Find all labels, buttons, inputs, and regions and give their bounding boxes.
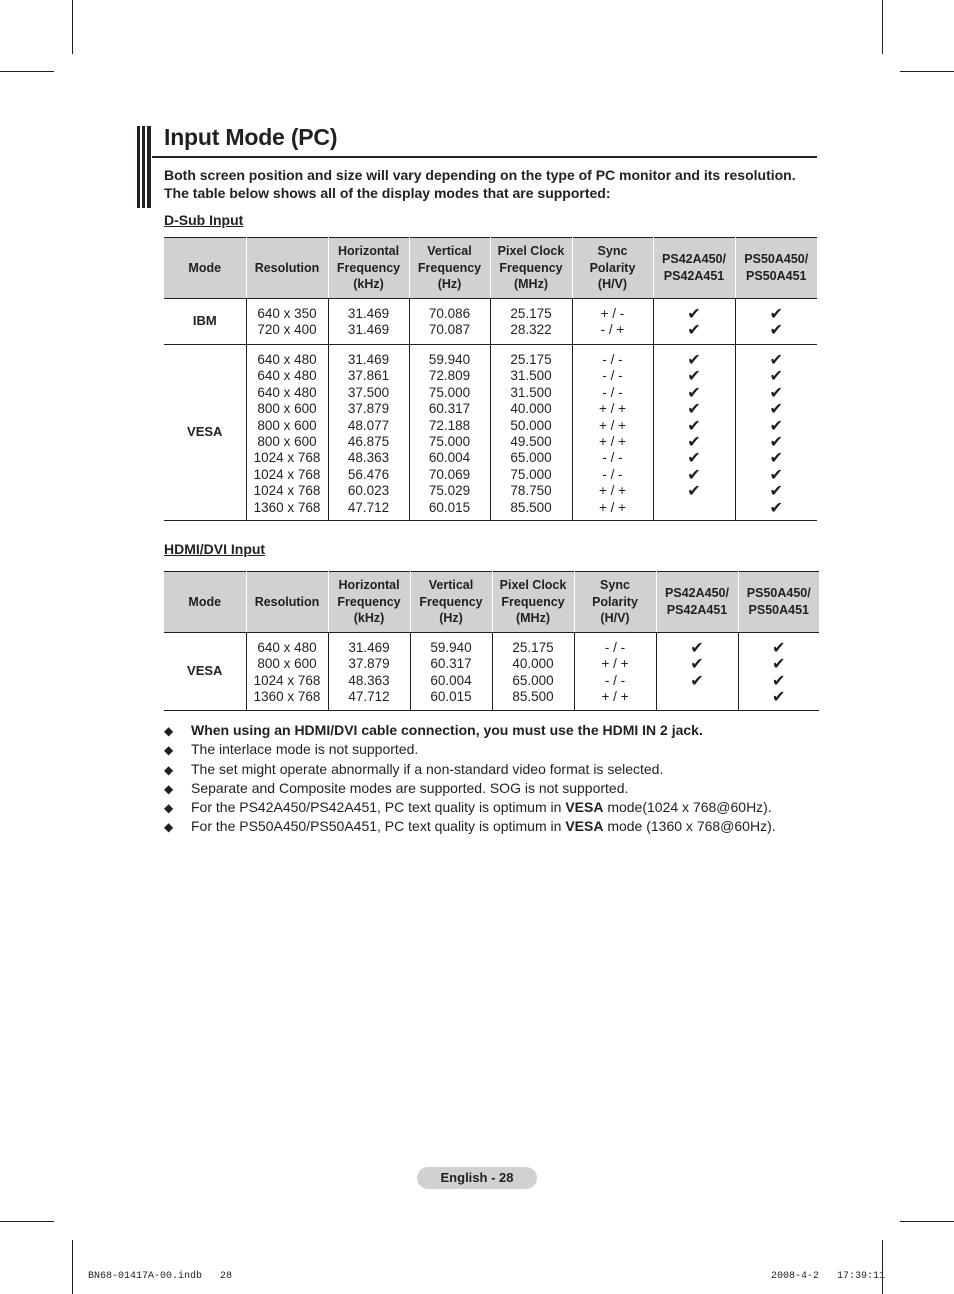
cell-value: + / + bbox=[598, 417, 627, 433]
column-header-label: (kHz) bbox=[353, 611, 385, 626]
column-header-label: Frequency bbox=[337, 594, 401, 609]
cell-value: 72.188 bbox=[428, 417, 471, 433]
column-header bbox=[409, 238, 490, 299]
cell-value: 37.879 bbox=[347, 401, 390, 417]
crop-mark bbox=[72, 0, 73, 54]
sync-cell bbox=[572, 345, 653, 521]
cell-value: 70.069 bbox=[428, 466, 471, 482]
cell-value: 25.175 bbox=[512, 640, 554, 655]
column-header-label: PS50A450/ bbox=[744, 252, 809, 267]
column-header bbox=[164, 238, 246, 299]
note-text: Separate and Composite modes are supported. SOG is not supported. bbox=[191, 779, 629, 796]
cell-value: 60.023 bbox=[347, 483, 390, 499]
check-icon: ✔ bbox=[687, 366, 701, 386]
cell-value: + / + bbox=[598, 434, 627, 450]
crop-mark bbox=[900, 1221, 954, 1222]
check-icon: ✔ bbox=[769, 382, 783, 402]
cell-value: 75.000 bbox=[428, 384, 471, 400]
cell-value: + / + bbox=[601, 656, 629, 672]
ps42-cell bbox=[656, 633, 738, 711]
column-header-label: (Hz) bbox=[439, 611, 463, 626]
resolution-cell bbox=[246, 299, 328, 345]
column-header bbox=[738, 572, 819, 633]
dsub-heading: D-Sub Input bbox=[164, 212, 244, 228]
cell-value: 56.476 bbox=[347, 466, 390, 482]
mode-cell: VESA bbox=[164, 345, 246, 521]
check-icon: ✔ bbox=[772, 687, 786, 707]
check-icon: ✔ bbox=[687, 481, 701, 501]
column-header-label: PS50A451 bbox=[748, 603, 809, 617]
column-header-label: Polarity bbox=[592, 594, 638, 609]
cell-value: + / - bbox=[600, 306, 625, 321]
diamond-bullet-icon: ◆ bbox=[164, 724, 174, 738]
cell-value: + / + bbox=[601, 689, 629, 705]
cell-value: 640 x 480 bbox=[257, 368, 317, 384]
pixel-clock-cell bbox=[490, 299, 572, 345]
cell-value: 800 x 600 bbox=[257, 401, 317, 417]
check-icon: ✔ bbox=[769, 481, 783, 501]
cell-value: 70.087 bbox=[428, 322, 471, 338]
check-icon: ✔ bbox=[687, 304, 701, 323]
cell-value: 72.809 bbox=[428, 368, 471, 384]
note-text: When using an HDMI/DVI cable connection, you must use the HDMI IN 2 jack. bbox=[191, 722, 703, 738]
column-header bbox=[574, 572, 656, 633]
note-text: The set might operate abnormally if a non-standard video format is selected. bbox=[191, 760, 664, 777]
note-text: For the PS50A450/PS50A451, PC text quality is optimum in bbox=[191, 818, 566, 835]
resolution-cell bbox=[246, 345, 328, 521]
column-header bbox=[492, 572, 574, 633]
check-icon bbox=[657, 689, 738, 705]
dsub-mode-table bbox=[164, 237, 817, 521]
mode-cell: VESA bbox=[164, 633, 246, 711]
check-icon: ✔ bbox=[769, 366, 783, 386]
check-icon: ✔ bbox=[769, 464, 783, 484]
notes-list bbox=[164, 721, 804, 837]
v-freq-cell bbox=[409, 345, 490, 521]
column-header bbox=[490, 238, 572, 299]
cell-value: 640 x 480 bbox=[257, 640, 317, 655]
crop-mark bbox=[0, 1221, 54, 1222]
cell-value: 47.712 bbox=[348, 689, 390, 705]
cell-value: 48.077 bbox=[347, 417, 390, 433]
cell-value: 31.500 bbox=[510, 384, 552, 400]
column-header-label: Horizontal bbox=[337, 244, 400, 259]
check-icon: ✔ bbox=[769, 350, 783, 369]
cell-value: 28.322 bbox=[510, 322, 552, 338]
column-header-label: PS42A451 bbox=[666, 603, 728, 617]
h-freq-cell bbox=[328, 345, 409, 521]
table-row bbox=[164, 345, 817, 521]
cell-value: - / - bbox=[604, 672, 626, 688]
cell-value: 49.500 bbox=[510, 434, 552, 450]
cell-value: 37.879 bbox=[348, 656, 390, 672]
cell-value: + / + bbox=[598, 401, 627, 417]
diamond-bullet-icon: ◆ bbox=[164, 781, 174, 796]
cell-value: 1024 x 768 bbox=[253, 483, 321, 499]
column-header-label: Frequency bbox=[417, 260, 482, 275]
page-number-badge: English - 28 bbox=[417, 1167, 537, 1189]
column-header-label: Resolution bbox=[254, 594, 320, 609]
cell-value: 1024 x 768 bbox=[253, 672, 321, 688]
cell-value: 75.000 bbox=[428, 434, 471, 450]
check-icon: ✔ bbox=[772, 638, 786, 657]
check-icon: ✔ bbox=[687, 382, 701, 402]
column-header-label: Horizontal bbox=[338, 578, 400, 593]
cell-value: 800 x 600 bbox=[257, 434, 317, 450]
note-text: mode (1360 x 768@60Hz). bbox=[603, 818, 776, 835]
check-icon: ✔ bbox=[687, 448, 701, 468]
cell-value: 1024 x 768 bbox=[253, 450, 321, 466]
column-header-label: Vertical bbox=[427, 244, 472, 259]
check-icon: ✔ bbox=[769, 304, 783, 323]
column-header-label: PS42A451 bbox=[663, 269, 725, 283]
note-text: mode(1024 x 768@60Hz). bbox=[603, 799, 772, 816]
check-icon: ✔ bbox=[769, 320, 783, 340]
note-item bbox=[164, 721, 804, 740]
cell-value: - / - bbox=[602, 352, 623, 367]
cell-value: 48.363 bbox=[347, 450, 390, 466]
cell-value: - / - bbox=[602, 450, 623, 466]
cell-value: 31.469 bbox=[347, 306, 390, 321]
column-header-label: (Hz) bbox=[437, 277, 462, 292]
intro-text bbox=[164, 166, 814, 202]
sync-cell bbox=[572, 299, 653, 345]
note-item bbox=[164, 817, 804, 836]
check-icon: ✔ bbox=[687, 320, 701, 340]
column-header-label: PS50A451 bbox=[746, 269, 807, 283]
sync-cell bbox=[574, 633, 656, 711]
cell-value: 1360 x 768 bbox=[253, 689, 321, 705]
intro-line: Both screen position and size will vary depending on the type of PC monitor and its resolution. bbox=[164, 167, 796, 183]
diamond-bullet-icon: ◆ bbox=[164, 762, 174, 777]
check-icon: ✔ bbox=[687, 399, 701, 419]
column-header-label: Polarity bbox=[589, 260, 636, 275]
column-header bbox=[164, 572, 246, 633]
cell-value: 31.500 bbox=[510, 368, 552, 384]
cell-value: 70.086 bbox=[428, 306, 471, 321]
cell-value: 46.875 bbox=[347, 434, 390, 450]
column-header bbox=[735, 238, 817, 299]
note-item bbox=[164, 798, 804, 817]
cell-value: 1024 x 768 bbox=[253, 466, 321, 482]
cell-value: - / + bbox=[600, 322, 625, 338]
cell-value: 85.500 bbox=[512, 689, 554, 705]
check-icon: ✔ bbox=[769, 399, 783, 419]
cell-value: 50.000 bbox=[510, 417, 552, 433]
column-header-label: Pixel Clock bbox=[499, 578, 567, 593]
cell-value: 31.469 bbox=[347, 322, 390, 338]
column-header-label: Frequency bbox=[501, 594, 565, 609]
column-header-label: Frequency bbox=[499, 260, 563, 275]
pixel-clock-cell bbox=[492, 633, 574, 711]
column-header-label: Frequency bbox=[336, 260, 401, 275]
column-header-label: (kHz) bbox=[353, 277, 384, 292]
check-icon: ✔ bbox=[687, 415, 701, 435]
column-header-label: Mode bbox=[188, 594, 222, 609]
cell-value: 800 x 600 bbox=[257, 656, 317, 672]
table-row bbox=[164, 299, 817, 345]
crop-mark bbox=[900, 71, 954, 72]
column-header-label: Mode bbox=[188, 260, 222, 275]
note-item bbox=[164, 740, 804, 759]
note-item bbox=[164, 779, 804, 798]
intro-line: The table below shows all of the display modes that are supported: bbox=[164, 185, 611, 201]
cell-value: 65.000 bbox=[512, 672, 554, 688]
cell-value: + / + bbox=[598, 483, 627, 499]
note-text: VESA bbox=[565, 799, 604, 816]
column-header-label: Pixel Clock bbox=[497, 244, 565, 259]
check-icon bbox=[654, 500, 735, 516]
check-icon: ✔ bbox=[690, 670, 704, 690]
cell-value: 25.175 bbox=[510, 306, 552, 321]
cell-value: 640 x 480 bbox=[257, 352, 317, 367]
cell-value: 60.015 bbox=[428, 499, 471, 515]
check-icon: ✔ bbox=[769, 432, 783, 452]
cell-value: 40.000 bbox=[512, 656, 554, 672]
column-header-label: (H/V) bbox=[597, 277, 628, 292]
column-header-label: PS42A450/ bbox=[662, 252, 726, 267]
cell-value: 25.175 bbox=[510, 352, 552, 367]
cell-value: 75.029 bbox=[428, 483, 471, 499]
column-header bbox=[246, 572, 328, 633]
column-header bbox=[410, 572, 492, 633]
cell-value: 40.000 bbox=[510, 401, 552, 417]
note-text: For the PS42A450/PS42A451, PC text quality is optimum in bbox=[191, 799, 566, 816]
cell-value: 37.500 bbox=[347, 384, 390, 400]
cell-value: 60.317 bbox=[428, 401, 471, 417]
check-icon: ✔ bbox=[690, 638, 704, 657]
column-header bbox=[656, 572, 738, 633]
crop-mark bbox=[72, 1240, 73, 1294]
check-icon: ✔ bbox=[769, 415, 783, 435]
cell-value: 640 x 480 bbox=[257, 384, 317, 400]
cell-value: 720 x 400 bbox=[257, 322, 317, 338]
hdmi-heading: HDMI/DVI Input bbox=[164, 541, 266, 557]
check-icon: ✔ bbox=[769, 448, 783, 468]
cell-value: 60.004 bbox=[430, 672, 472, 688]
note-item bbox=[164, 760, 804, 779]
cell-value: 85.500 bbox=[510, 499, 552, 515]
cell-value: 60.004 bbox=[428, 450, 471, 466]
column-header-label: PS42A450/ bbox=[665, 586, 729, 601]
column-header-label: (MHz) bbox=[513, 277, 548, 292]
h-freq-cell bbox=[328, 299, 409, 345]
ps50-cell bbox=[735, 345, 817, 521]
v-freq-cell bbox=[410, 633, 492, 711]
check-icon: ✔ bbox=[772, 654, 786, 674]
column-header bbox=[328, 572, 410, 633]
cell-value: + / + bbox=[598, 499, 627, 515]
column-header bbox=[328, 238, 409, 299]
check-icon: ✔ bbox=[687, 464, 701, 484]
cell-value: 48.363 bbox=[348, 672, 390, 688]
ps50-cell bbox=[738, 633, 819, 711]
column-header bbox=[572, 238, 653, 299]
hdmi-mode-table bbox=[164, 571, 819, 711]
column-header-label: Resolution bbox=[254, 260, 320, 275]
cell-value: 60.317 bbox=[430, 656, 472, 672]
table-row bbox=[164, 633, 819, 711]
note-text: VESA bbox=[565, 818, 604, 835]
cell-value: - / - bbox=[602, 368, 623, 384]
cell-value: 60.015 bbox=[430, 689, 472, 705]
cell-value: 47.712 bbox=[347, 499, 390, 515]
column-header-label: Frequency bbox=[419, 594, 483, 609]
title-rule bbox=[152, 156, 817, 158]
check-icon: ✔ bbox=[687, 350, 701, 369]
print-imprint-date: 2008-4-2 17:39:11 bbox=[771, 1271, 886, 1282]
note-text: The interlace mode is not supported. bbox=[191, 741, 419, 758]
ps42-cell bbox=[653, 299, 735, 345]
crop-mark bbox=[0, 71, 54, 72]
cell-value: 31.469 bbox=[347, 352, 390, 367]
cell-value: 31.469 bbox=[348, 640, 390, 655]
column-header-label: PS50A450/ bbox=[746, 586, 811, 601]
column-header bbox=[653, 238, 735, 299]
diamond-bullet-icon: ◆ bbox=[164, 743, 174, 758]
cell-value: 75.000 bbox=[510, 466, 552, 482]
column-header-label: (H/V) bbox=[600, 611, 630, 626]
cell-value: 1360 x 768 bbox=[253, 499, 321, 515]
cell-value: 59.940 bbox=[428, 352, 471, 367]
cell-value: 800 x 600 bbox=[257, 417, 317, 433]
crop-mark bbox=[882, 0, 883, 54]
h-freq-cell bbox=[328, 633, 410, 711]
v-freq-cell bbox=[409, 299, 490, 345]
column-header-label: Sync bbox=[600, 578, 630, 593]
check-icon: ✔ bbox=[690, 654, 704, 674]
diamond-bullet-icon: ◆ bbox=[164, 820, 174, 835]
resolution-cell bbox=[246, 633, 328, 711]
column-header bbox=[246, 238, 328, 299]
check-icon: ✔ bbox=[772, 670, 786, 690]
mode-cell: IBM bbox=[164, 299, 246, 345]
cell-value: - / - bbox=[604, 640, 626, 655]
cell-value: - / - bbox=[602, 384, 623, 400]
cell-value: 59.940 bbox=[430, 640, 472, 655]
check-icon: ✔ bbox=[687, 432, 701, 452]
ps50-cell bbox=[735, 299, 817, 345]
page-title: Input Mode (PC) bbox=[164, 124, 338, 150]
title-decoration-bars bbox=[137, 126, 152, 208]
cell-value: 640 x 350 bbox=[257, 306, 317, 321]
ps42-cell bbox=[653, 345, 735, 521]
cell-value: 37.861 bbox=[347, 368, 390, 384]
print-imprint-file: BN68-01417A-00.indb 28 bbox=[88, 1271, 233, 1282]
column-header-label: Vertical bbox=[428, 578, 474, 593]
cell-value: 78.750 bbox=[510, 483, 552, 499]
crop-mark bbox=[882, 1240, 883, 1294]
cell-value: - / - bbox=[602, 466, 623, 482]
cell-value: 65.000 bbox=[510, 450, 552, 466]
pixel-clock-cell bbox=[490, 345, 572, 521]
diamond-bullet-icon: ◆ bbox=[164, 801, 174, 816]
check-icon: ✔ bbox=[769, 497, 783, 517]
column-header-label: (MHz) bbox=[515, 611, 550, 626]
column-header-label: Sync bbox=[597, 244, 628, 259]
